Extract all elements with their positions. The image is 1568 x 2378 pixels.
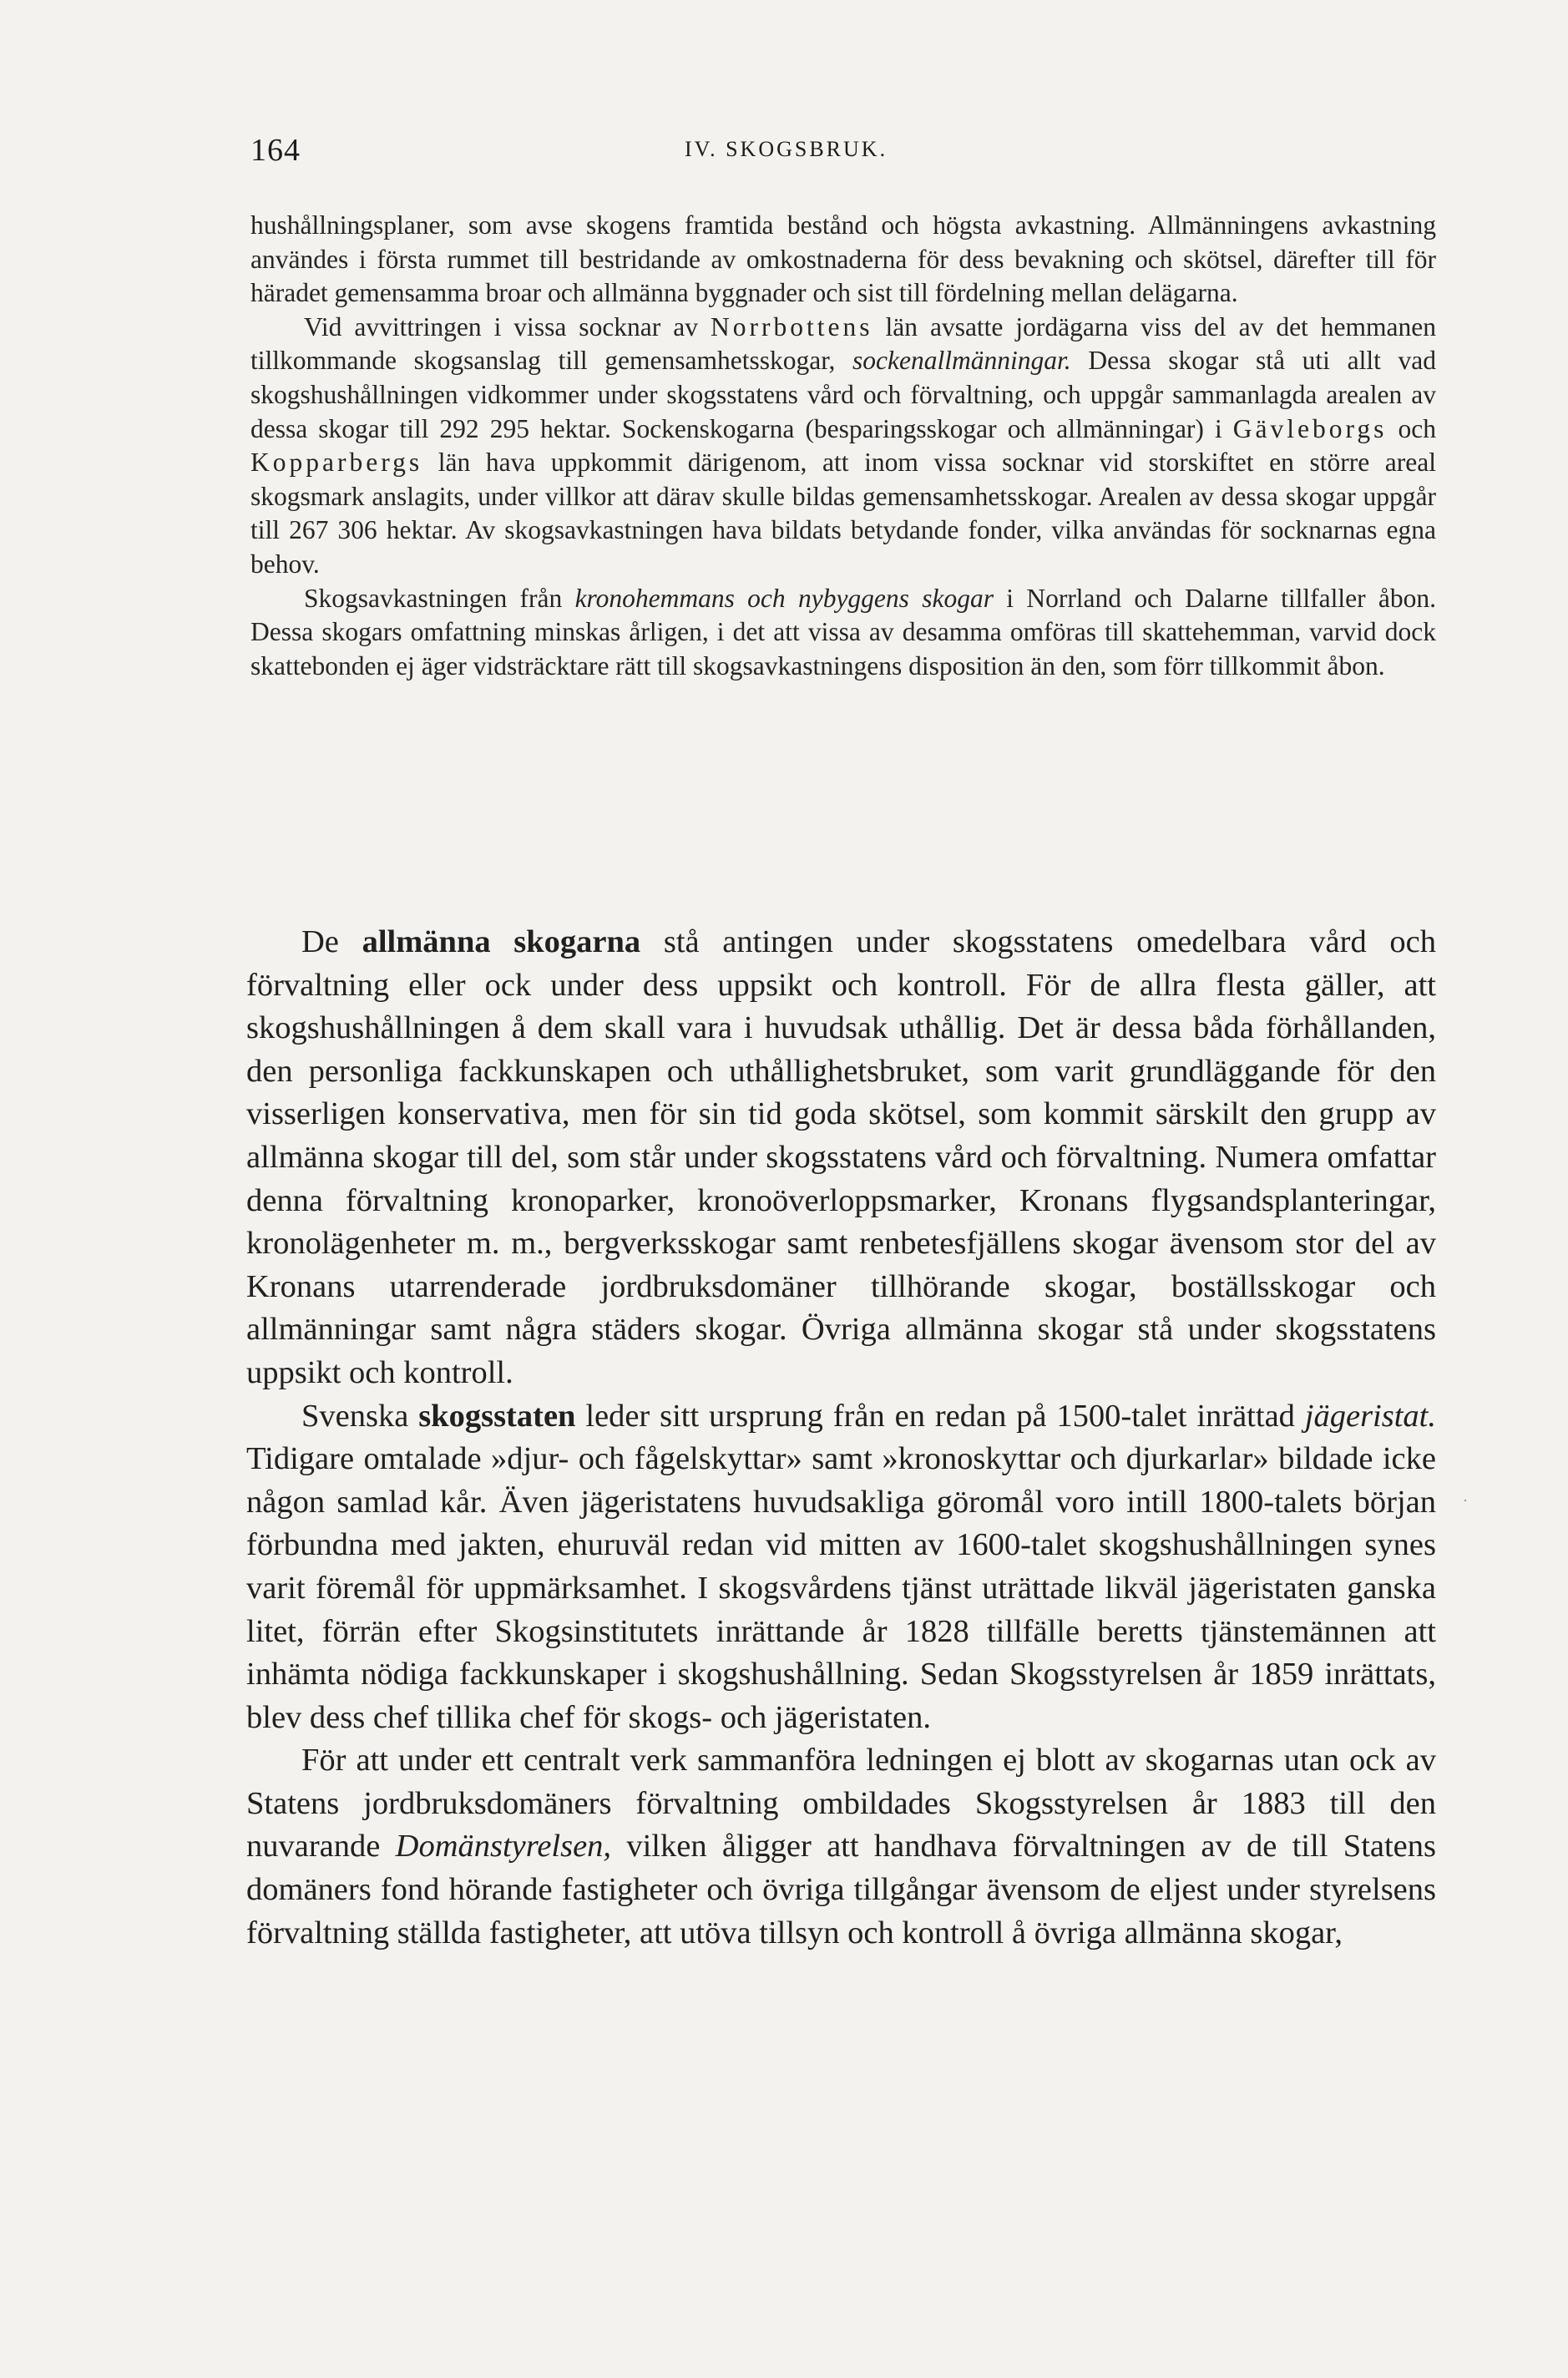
running-head bbox=[250, 132, 1461, 182]
paragraph-forest-service bbox=[246, 1395, 1436, 1740]
italic-term: kronohemmans och nybyggens skogar bbox=[574, 583, 994, 613]
text-run: Skogsavkastningen från bbox=[304, 583, 575, 613]
spaced-place-name: Kopparbergs bbox=[250, 448, 423, 478]
text-run: Tidigare omtalade »djur- och fågelskyttar» samt »kronoskyttar och djurkarlar» bildade icke någon samlad kår. Även jägeristatens huvudsakliga göromål voro intill 1800-talets början förbundna med jakten, ehuruväl redan vid mitten av 1600-talet skogshushållningen synes varit föremål för uppmärksamhet. I skogsvårdens tjänst uträttade likväl jägeristaten ganska litet, förrän efter Skogsinstitutets inrättande år 1828 tillfälle beretts tjänstemännen att inhämta nödiga fackkunskaper i skogshushållning. Sedan Skogsstyrelsen år 1859 inrättats, blev dess chef tillika chef för skogs- och jägeristaten. bbox=[246, 1441, 1436, 1735]
text-run: Vid avvittringen i vissa socknar av bbox=[304, 311, 711, 342]
text-run: län avsatte jordägarna viss del av det hemmanen tillkommande skogsanslag till gemensamhetsskogar, bbox=[250, 311, 1436, 376]
italic-term: Domänstyrelsen, bbox=[395, 1829, 612, 1864]
page-number: 164 bbox=[250, 133, 301, 168]
spaced-place-name: Gävleborgs bbox=[1232, 413, 1388, 443]
paragraph-norrbotten bbox=[250, 311, 1436, 582]
running-title: IV. SKOGSBRUK. bbox=[685, 137, 888, 161]
text-run: län hava uppkommit därigenom, att inom vissa socknar vid storskiftet en större areal skogsmark anslagits, under villkor att därav skulle bildas gemensamhetsskogar. Arealen av dessa skogar uppgår till 267 306 hektar. Av skogsavkastningen hava bildats betydande fonder, vilka användas för socknarnas egna behov. bbox=[250, 448, 1436, 579]
bold-term: skogsstaten bbox=[418, 1398, 576, 1434]
bold-term: allmänna skogarna bbox=[362, 924, 641, 959]
paragraph-domain-board bbox=[246, 1739, 1436, 1955]
spaced-place-name: Norrbottens bbox=[711, 311, 873, 342]
text-run: vilken åligger att handhava förvaltningen av de till Statens domäners fond hörande fastigheter och övriga tillgångar ävensom de eljest under styrelsens förvaltning ställda fastigheter, att utöva tillsyn och kontroll å övriga allmänna skogar, bbox=[246, 1829, 1436, 1950]
paragraph-public-forests bbox=[246, 921, 1436, 1395]
text-run: stå antingen under skogsstatens omedelbara vård och förvaltning eller ock under dess uppsikt och kontroll. För de allra flesta gäller, att skogshushållningen å dem skall vara i huvudsak uthållig. Det är dessa båda förhållanden, den personliga fackkunskapen och uthållighetsbruket, som varit grundläggande för den visserligen konservativa, men för sin tid goda skötsel, som kommit särskilt den grupp av allmänna skogar till del, som står under skogsstatens vård och förvaltning. Numera omfattar denna förvaltning kronoparker, kronoöverloppsmarker, Kronans flygsandsplanteringar, kronolägenheter m. m., bergverksskogar samt renbetesfjällens skogar ävensom stor del av Kronans utarrenderade jordbruksdomäner tillhörande skogar, boställsskogar och allmänningar samt några städers skogar. Övriga allmänna skogar stå under skogsstatens uppsikt och kontroll. bbox=[246, 924, 1436, 1390]
text-run: Svenska bbox=[301, 1398, 419, 1434]
text-run: De bbox=[301, 924, 362, 959]
text-run: och bbox=[1387, 413, 1436, 443]
small-print-section bbox=[250, 209, 1436, 683]
italic-term: sockenallmänningar. bbox=[852, 346, 1071, 376]
main-text-section bbox=[246, 921, 1436, 1955]
text-run: För att under ett centralt verk sammanföra ledningen ej blott av skogarnas utan ock av Statens jordbruksdomäners förvaltning ombildades Skogsstyrelsen år 1883 till den nuvarande bbox=[246, 1743, 1436, 1864]
text-run: leder sitt ursprung från en redan på 1500-talet inrättad bbox=[575, 1398, 1305, 1434]
text-run: i Norrland och Dalarne tillfaller åbon. Dessa skogars omfattning minskas årligen, i det att vissa av desamma omföras till skattehemman, varvid dock skattebonden ej äger vidsträcktare rätt till skogsavkastningens disposition än den, som förr tillkommit åbon. bbox=[250, 583, 1436, 681]
margin-speck: · bbox=[1463, 1492, 1468, 1509]
italic-term: jägeristat. bbox=[1304, 1398, 1436, 1434]
paragraph-crown-homesteads bbox=[250, 582, 1436, 684]
paragraph-household-plans: hushållningsplaner, som avse skogens framtida bestånd och högsta avkastning. Allmänningens avkastning användes i första rummet till bestridande av omkostnaderna för dess bevakning och skötsel, därefter till för häradet gemensamma broar och allmänna byggnader och sist till fördelning mellan delägarna. bbox=[250, 210, 1436, 308]
text-run: Dessa skogar stå uti allt vad skogshushållningen vidkommer under skogsstatens vård och förvaltning, och uppgår sammanlagda arealen av dessa skogar till 292 295 hektar. Sockenskogarna (besparingsskogar och allmänningar) i bbox=[250, 346, 1436, 443]
